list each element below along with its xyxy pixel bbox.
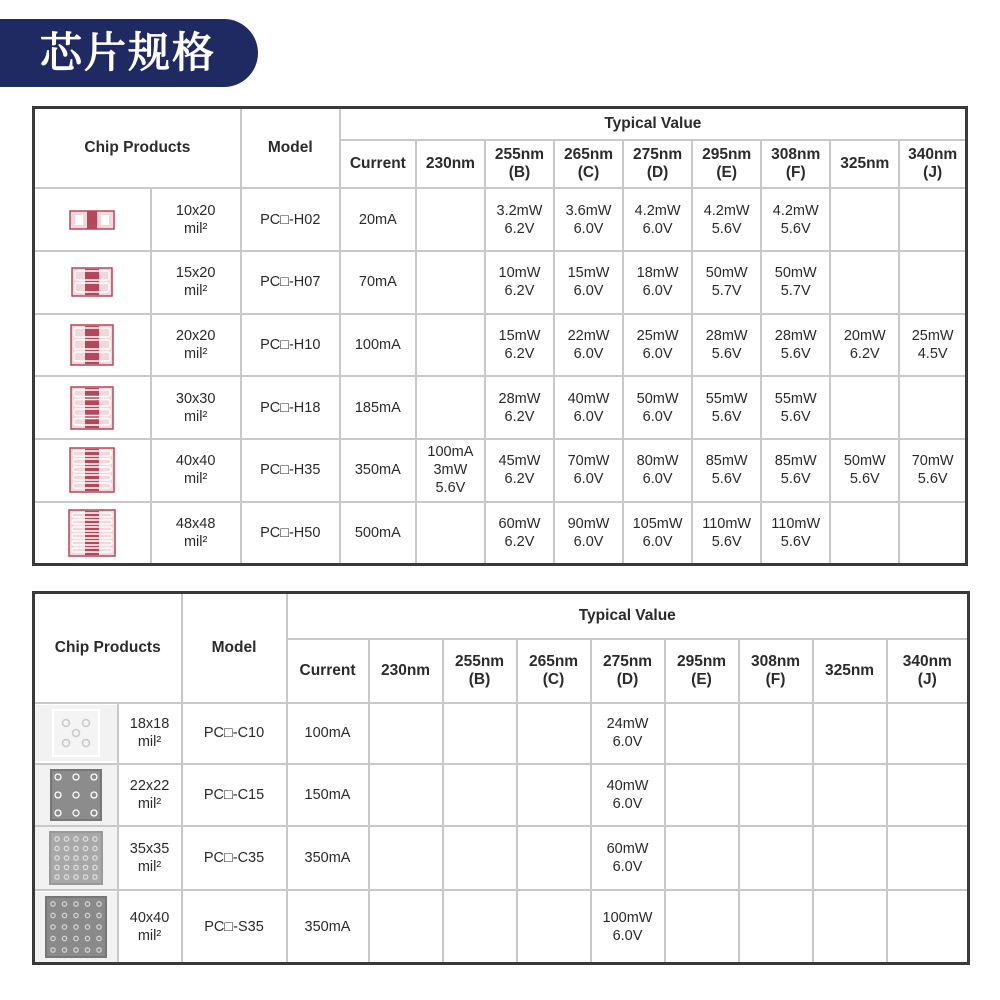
typical-value-cell: 3.2mW 6.2V <box>485 188 554 251</box>
column-header: 230nm <box>416 140 485 189</box>
column-header: 325nm <box>830 140 899 189</box>
typical-value-cell <box>813 703 887 763</box>
typical-value-cell: 15mW 6.2V <box>485 314 554 377</box>
typical-value-cell: 60mW 6.0V <box>591 826 665 890</box>
chip-image <box>34 703 118 763</box>
typical-value-cell <box>665 890 739 963</box>
current-value: 350mA <box>287 890 369 963</box>
table-row <box>34 251 967 314</box>
page-title: 芯片规格 <box>40 28 217 77</box>
typical-value-cell <box>369 890 443 963</box>
chip-size: 48x48 mil² <box>151 502 241 565</box>
table-row <box>34 764 969 826</box>
chip-size: 30x30 mil² <box>151 376 241 439</box>
header-chip-products: Chip Products <box>34 593 182 704</box>
model-name: PC□-H07 <box>241 251 340 314</box>
typical-value-cell: 110mW 5.6V <box>692 502 761 565</box>
typical-value-cell: 28mW 5.6V <box>692 314 761 377</box>
column-header: 275nm (D) <box>591 639 665 703</box>
model-name: PC□-H50 <box>241 502 340 565</box>
column-header: 255nm (B) <box>443 639 517 703</box>
column-header: 308nm (F) <box>761 140 830 189</box>
typical-value-cell <box>443 703 517 763</box>
typical-value-cell: 110mW 5.6V <box>761 502 830 565</box>
typical-value-cell <box>899 376 966 439</box>
column-header: 325nm <box>813 639 887 703</box>
typical-value-cell: 50mW 5.6V <box>830 439 899 502</box>
column-header: Current <box>287 639 369 703</box>
header-typical-value: Typical Value <box>287 593 969 639</box>
typical-value-cell: 45mW 6.2V <box>485 439 554 502</box>
typical-value-cell: 55mW 5.6V <box>692 376 761 439</box>
typical-value-cell: 55mW 5.6V <box>761 376 830 439</box>
table-row <box>34 890 969 963</box>
typical-value-cell <box>369 703 443 763</box>
typical-value-cell: 25mW 6.0V <box>623 314 692 377</box>
typical-value-cell: 40mW 6.0V <box>591 764 665 826</box>
chip-image <box>34 502 151 565</box>
model-name: PC□-H02 <box>241 188 340 251</box>
typical-value-cell: 28mW 5.6V <box>761 314 830 377</box>
typical-value-cell: 4.2mW 5.6V <box>761 188 830 251</box>
header-model: Model <box>182 593 287 704</box>
header-model: Model <box>241 108 340 189</box>
typical-value-cell: 18mW 6.0V <box>623 251 692 314</box>
chip-size: 18x18 mil² <box>118 703 182 763</box>
typical-value-cell: 40mW 6.0V <box>554 376 623 439</box>
current-value: 500mA <box>340 502 416 565</box>
table-row <box>34 439 967 502</box>
column-header: 265nm (C) <box>517 639 591 703</box>
chip-thumbnail-icon <box>49 831 103 885</box>
current-value: 100mA <box>340 314 416 377</box>
typical-value-cell: 10mW 6.2V <box>485 251 554 314</box>
typical-value-cell: 50mW 5.7V <box>692 251 761 314</box>
column-header: 340nm (J) <box>887 639 969 703</box>
typical-value-cell <box>739 703 813 763</box>
typical-value-cell <box>665 703 739 763</box>
chip-size: 15x20 mil² <box>151 251 241 314</box>
typical-value-cell <box>369 826 443 890</box>
typical-value-cell <box>899 188 966 251</box>
typical-value-cell <box>830 502 899 565</box>
header-typical-value: Typical Value <box>340 108 967 140</box>
current-value: 185mA <box>340 376 416 439</box>
typical-value-cell <box>443 764 517 826</box>
typical-value-cell <box>665 764 739 826</box>
column-header: 295nm (E) <box>692 140 761 189</box>
table-row <box>34 826 969 890</box>
table-row <box>34 314 967 377</box>
typical-value-cell <box>443 826 517 890</box>
typical-value-cell: 4.2mW 5.6V <box>692 188 761 251</box>
current-value: 100mA <box>287 703 369 763</box>
typical-value-cell: 3.6mW 6.0V <box>554 188 623 251</box>
chip-thumbnail-icon <box>70 324 114 366</box>
typical-value-cell <box>813 764 887 826</box>
section-header <box>0 19 258 87</box>
table-row <box>34 703 969 763</box>
chip-thumbnail-icon <box>68 509 116 557</box>
typical-value-cell: 80mW 6.0V <box>623 439 692 502</box>
chip-thumbnail-icon <box>69 447 115 493</box>
model-name: PC□-H35 <box>241 439 340 502</box>
typical-value-cell <box>517 890 591 963</box>
typical-value-cell: 100mW 6.0V <box>591 890 665 963</box>
typical-value-cell: 20mW 6.2V <box>830 314 899 377</box>
typical-value-cell <box>665 826 739 890</box>
column-header: 230nm <box>369 639 443 703</box>
column-header: 340nm (J) <box>899 140 966 189</box>
typical-value-cell <box>416 376 485 439</box>
typical-value-cell: 70mW 6.0V <box>554 439 623 502</box>
chip-size: 10x20 mil² <box>151 188 241 251</box>
current-value: 20mA <box>340 188 416 251</box>
typical-value-cell: 50mW 6.0V <box>623 376 692 439</box>
typical-value-cell <box>517 703 591 763</box>
typical-value-cell: 4.2mW 6.0V <box>623 188 692 251</box>
typical-value-cell: 15mW 6.0V <box>554 251 623 314</box>
column-header: 255nm (B) <box>485 140 554 189</box>
chip-image <box>34 376 151 439</box>
typical-value-cell: 90mW 6.0V <box>554 502 623 565</box>
chip-thumbnail-icon <box>52 709 100 757</box>
spec-table-c-series <box>32 591 970 965</box>
typical-value-cell <box>443 890 517 963</box>
column-header: 308nm (F) <box>739 639 813 703</box>
typical-value-cell <box>887 826 969 890</box>
chip-thumbnail-icon <box>70 386 114 430</box>
chip-size: 40x40 mil² <box>118 890 182 963</box>
column-header: Current <box>340 140 416 189</box>
typical-value-cell: 70mW 5.6V <box>899 439 966 502</box>
typical-value-cell <box>739 764 813 826</box>
typical-value-cell: 22mW 6.0V <box>554 314 623 377</box>
typical-value-cell <box>887 890 969 963</box>
table-row <box>34 502 967 565</box>
typical-value-cell <box>830 376 899 439</box>
typical-value-cell <box>416 314 485 377</box>
typical-value-cell <box>416 502 485 565</box>
typical-value-cell <box>416 188 485 251</box>
current-value: 350mA <box>287 826 369 890</box>
chip-image <box>34 314 151 377</box>
typical-value-cell: 28mW 6.2V <box>485 376 554 439</box>
typical-value-cell <box>813 826 887 890</box>
typical-value-cell: 85mW 5.6V <box>692 439 761 502</box>
typical-value-cell <box>830 251 899 314</box>
column-header: 295nm (E) <box>665 639 739 703</box>
current-value: 150mA <box>287 764 369 826</box>
chip-image <box>34 251 151 314</box>
chip-image <box>34 826 118 890</box>
typical-value-cell <box>830 188 899 251</box>
chip-size: 35x35 mil² <box>118 826 182 890</box>
typical-value-cell <box>887 764 969 826</box>
chip-image <box>34 439 151 502</box>
chip-image <box>34 188 151 251</box>
model-name: PC□-S35 <box>182 890 287 963</box>
typical-value-cell: 105mW 6.0V <box>623 502 692 565</box>
model-name: PC□-C35 <box>182 826 287 890</box>
typical-value-cell: 100mA 3mW 5.6V <box>416 439 485 502</box>
typical-value-cell <box>416 251 485 314</box>
typical-value-cell <box>739 826 813 890</box>
chip-image <box>34 764 118 826</box>
chip-size: 22x22 mil² <box>118 764 182 826</box>
current-value: 350mA <box>340 439 416 502</box>
chip-thumbnail-icon <box>45 896 107 958</box>
typical-value-cell: 60mW 6.2V <box>485 502 554 565</box>
column-header: 275nm (D) <box>623 140 692 189</box>
column-header: 265nm (C) <box>554 140 623 189</box>
typical-value-cell <box>739 890 813 963</box>
typical-value-cell <box>813 890 887 963</box>
typical-value-cell <box>899 502 966 565</box>
model-name: PC□-H18 <box>241 376 340 439</box>
typical-value-cell <box>887 703 969 763</box>
typical-value-cell <box>517 764 591 826</box>
current-value: 70mA <box>340 251 416 314</box>
chip-thumbnail-icon <box>50 769 102 821</box>
chip-image <box>34 890 118 963</box>
table-row <box>34 376 967 439</box>
model-name: PC□-C15 <box>182 764 287 826</box>
chip-size: 20x20 mil² <box>151 314 241 377</box>
chip-thumbnail-icon <box>69 210 115 230</box>
model-name: PC□-C10 <box>182 703 287 763</box>
header-chip-products: Chip Products <box>34 108 241 189</box>
typical-value-cell <box>899 251 966 314</box>
chip-thumbnail-icon <box>71 267 113 297</box>
typical-value-cell: 25mW 4.5V <box>899 314 966 377</box>
model-name: PC□-H10 <box>241 314 340 377</box>
typical-value-cell: 50mW 5.7V <box>761 251 830 314</box>
typical-value-cell <box>369 764 443 826</box>
typical-value-cell: 24mW 6.0V <box>591 703 665 763</box>
chip-size: 40x40 mil² <box>151 439 241 502</box>
table-row <box>34 188 967 251</box>
typical-value-cell <box>517 826 591 890</box>
spec-table-h-series <box>32 106 968 566</box>
typical-value-cell: 85mW 5.6V <box>761 439 830 502</box>
